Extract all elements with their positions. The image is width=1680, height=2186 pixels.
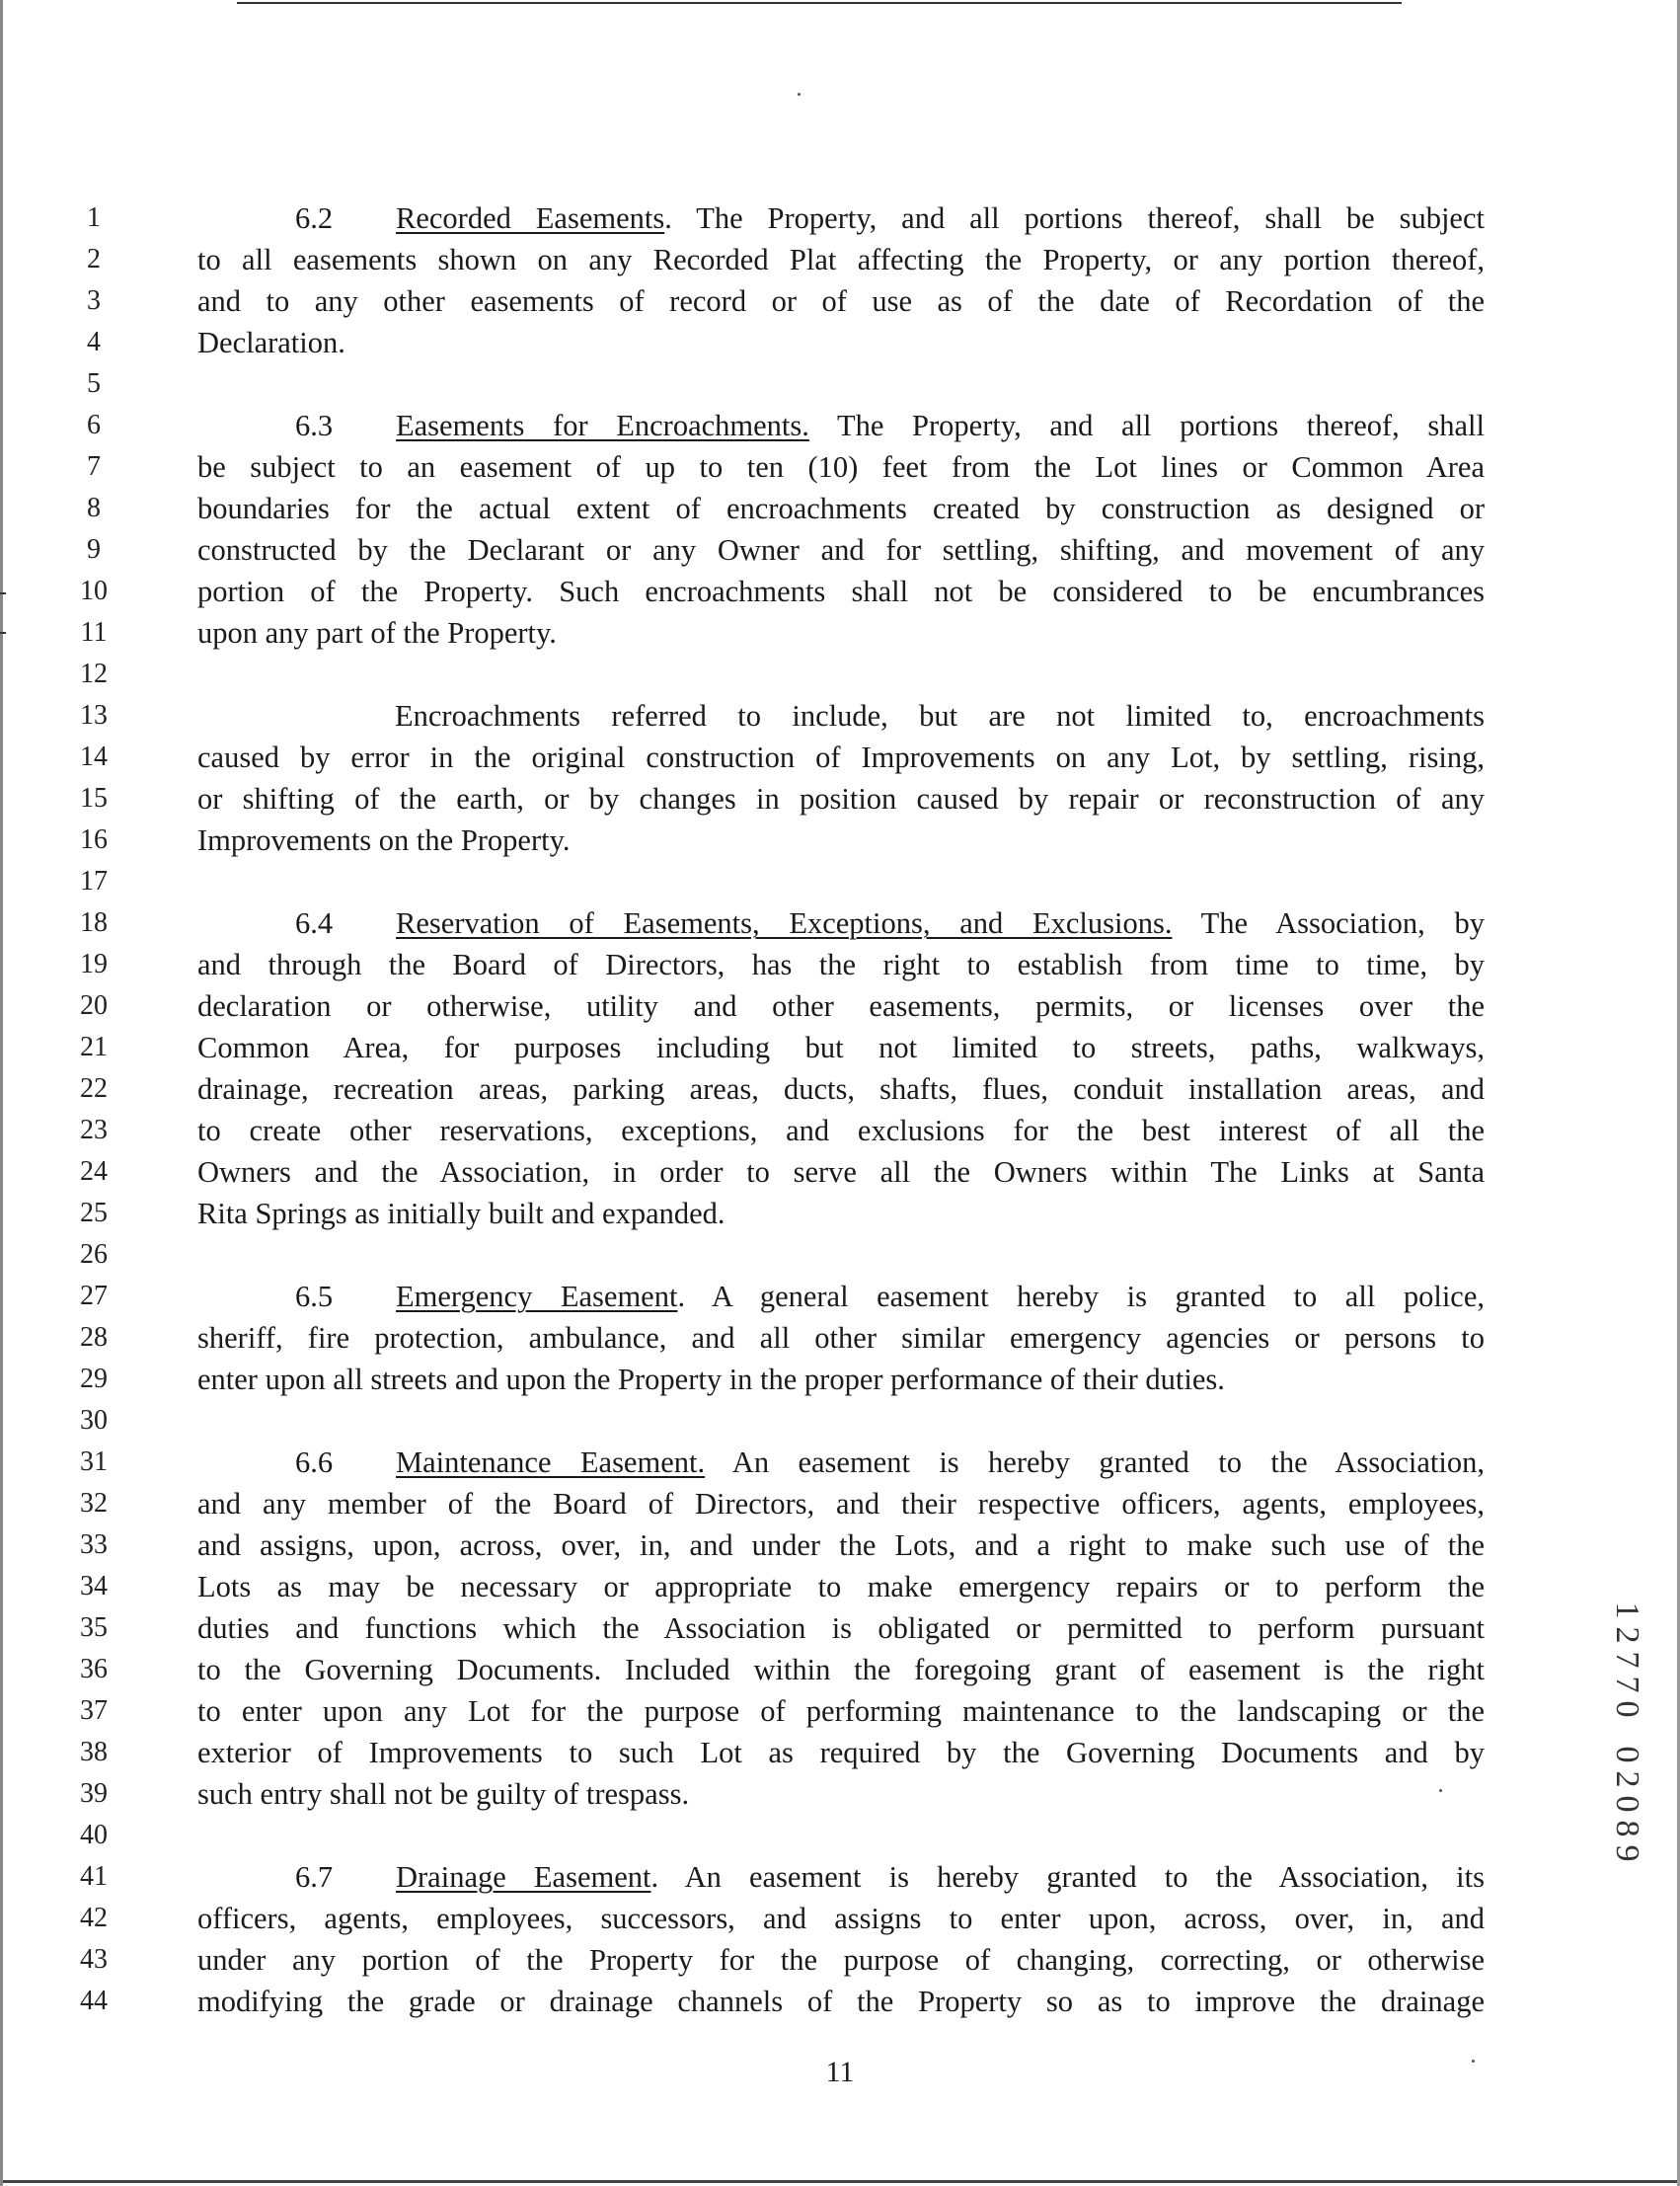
body-line: Rita Springs as initially built and expanded. [197, 1197, 725, 1230]
stamp-digit: 7 [1609, 1676, 1645, 1693]
body-line: portion of the Property. Such encroachments shall not be considered to be encumbrances [197, 575, 1485, 608]
body-line: to enter upon any Lot for the purpose of performing maintenance to the landscaping or the [197, 1694, 1485, 1728]
stamp-digit: 0 [1609, 1700, 1645, 1718]
line-number: 19 [80, 949, 108, 979]
line-number: 42 [80, 1903, 108, 1933]
line-number: 8 [87, 493, 101, 523]
stamp-digit: 8 [1609, 1820, 1645, 1837]
line-number: 14 [80, 742, 108, 772]
body-line: such entry shall not be guilty of trespass. [197, 1777, 690, 1811]
line-number: 7 [87, 451, 101, 482]
body-line: and assigns, upon, across, over, in, and under the Lots, and a right to make such use of the [197, 1528, 1485, 1562]
body-line: upon any part of the Property. [197, 616, 557, 650]
line-number: 32 [80, 1488, 108, 1519]
section-heading: Drainage Easement [396, 1860, 651, 1894]
line-number: 24 [80, 1156, 108, 1187]
line-number: 5 [87, 368, 101, 399]
scan-tick-mark [0, 632, 6, 634]
line-number: 44 [80, 1986, 108, 2016]
line-number: 29 [80, 1364, 108, 1394]
line-number: 20 [80, 990, 108, 1021]
scan-speck [1472, 2060, 1475, 2063]
body-line: duties and functions which the Association is obligated or permitted to perform pursuant [197, 1611, 1485, 1645]
line-number: 1 [87, 202, 101, 233]
line-number: 17 [80, 866, 108, 897]
line-number: 40 [80, 1820, 108, 1850]
line-number: 28 [80, 1322, 108, 1353]
line-number: 37 [80, 1695, 108, 1726]
body-line: and any member of the Board of Directors, and their respective officers, agents, employees, [197, 1487, 1485, 1521]
section-text: . An easement is hereby granted to the Association, its [650, 1860, 1485, 1894]
line-number: 16 [80, 824, 108, 855]
body-line: modifying the grade or drainage channels of the Property so as to improve the drainage [197, 1985, 1485, 2018]
section-heading: Easements for Encroachments. [396, 409, 809, 442]
body-line: exterior of Improvements to such Lot as required by the Governing Documents and by [197, 1736, 1485, 1769]
line-number: 26 [80, 1239, 108, 1270]
stamp-digit: 0 [1609, 1795, 1645, 1813]
section-text: . A general easement hereby is granted to all police, [677, 1280, 1485, 1313]
body-line: officers, agents, employees, successors, and assigns to enter upon, across, over, in, and [197, 1902, 1485, 1935]
section-first-line [295, 902, 1485, 944]
section-first-line [295, 405, 1485, 446]
section-number: 6.6 [295, 1445, 334, 1479]
body-line: sheriff, fire protection, ambulance, and all other similar emergency agencies or persons to [197, 1321, 1485, 1355]
line-number: 11 [80, 617, 108, 648]
section-number: 6.4 [295, 906, 334, 940]
line-number: 27 [80, 1281, 108, 1311]
line-number: 43 [80, 1944, 108, 1975]
section-number: 6.5 [295, 1280, 334, 1313]
body-line: to all easements shown on any Recorded Plat affecting the Property, or any portion thereof, [197, 243, 1485, 276]
body-line: caused by error in the original construction of Improvements on any Lot, by settling, rising, [197, 741, 1485, 774]
section-heading: Recorded Easements [396, 201, 665, 235]
line-number: 41 [80, 1861, 108, 1892]
body-line: constructed by the Declarant or any Owner and for settling, shifting, and movement of any [197, 533, 1485, 567]
stamp-digit: 0 [1609, 1746, 1645, 1763]
body-line: to create other reservations, exceptions, and exclusions for the best interest of all the [197, 1114, 1485, 1147]
stamp-digit: 9 [1609, 1844, 1645, 1862]
section-heading: Maintenance Easement. [396, 1445, 706, 1479]
scan-top-rule [237, 2, 1402, 4]
section-text: An easement is hereby granted to the Association, [705, 1445, 1485, 1479]
line-number: 30 [80, 1405, 108, 1436]
line-number: 4 [87, 327, 101, 357]
line-number: 9 [87, 534, 101, 565]
line-number: 6 [87, 410, 101, 440]
scan-left-edge [0, 0, 3, 2186]
section-first-line [295, 1856, 1485, 1898]
line-number: 15 [80, 783, 108, 814]
stamp-digit: 7 [1609, 1651, 1645, 1669]
scan-tick-mark [0, 592, 6, 594]
line-number: 12 [80, 659, 108, 689]
body-line: Owners and the Association, in order to serve all the Owners within The Links at Santa [197, 1155, 1485, 1189]
line-number: 23 [80, 1115, 108, 1145]
line-number: 35 [80, 1612, 108, 1643]
line-number: 10 [80, 576, 108, 606]
body-line: under any portion of the Property for the purpose of changing, correcting, or otherwise [197, 1943, 1485, 1977]
stamp-digit: 1 [1609, 1601, 1645, 1619]
scan-bottom-rule [0, 2180, 1680, 2183]
line-number: 2 [87, 244, 101, 274]
line-number: 13 [80, 700, 108, 731]
line-number: 3 [87, 285, 101, 316]
body-line: Encroachments referred to include, but are not limited to, encroachments [395, 699, 1485, 733]
line-number: 38 [80, 1737, 108, 1767]
line-number: 31 [80, 1446, 108, 1477]
line-number: 34 [80, 1571, 108, 1601]
body-line: be subject to an easement of up to ten (10) feet from the Lot lines or Common Area [197, 450, 1485, 484]
body-line: and to any other easements of record or of use as of the date of Recordation of the [197, 284, 1485, 318]
section-text: The Property, and all portions thereof, shall [808, 409, 1485, 442]
line-number: 33 [80, 1529, 108, 1560]
scan-speck [798, 93, 801, 96]
line-number: 22 [80, 1073, 108, 1104]
stamp-digit: 2 [1609, 1770, 1645, 1788]
body-line: Improvements on the Property. [197, 823, 571, 857]
body-line: declaration or otherwise, utility and other easements, permits, or licenses over the [197, 989, 1485, 1023]
body-line: enter upon all streets and upon the Property in the proper performance of their duties. [197, 1363, 1225, 1396]
line-number: 21 [80, 1032, 108, 1062]
body-line: boundaries for the actual extent of encroachments created by construction as designed or [197, 492, 1485, 525]
body-line: Common Area, for purposes including but not limited to streets, paths, walkways, [197, 1031, 1485, 1064]
line-number: 25 [80, 1198, 108, 1228]
stamp-digit: 2 [1609, 1626, 1645, 1644]
body-line: Lots as may be necessary or appropriate to make emergency repairs or to perform the [197, 1570, 1485, 1603]
body-line: to the Governing Documents. Included within the foregoing grant of easement is the right [197, 1653, 1485, 1686]
section-first-line [295, 197, 1485, 239]
section-text: . The Property, and all portions thereof, shall be subject [664, 201, 1485, 235]
section-heading: Emergency Easement [396, 1280, 678, 1313]
section-text: The Association, by [1172, 906, 1485, 940]
section-first-line [295, 1276, 1485, 1317]
line-number: 18 [80, 907, 108, 938]
section-number: 6.7 [295, 1860, 334, 1894]
body-line: drainage, recreation areas, parking areas, ducts, shafts, flues, conduit installation areas, and [197, 1072, 1485, 1106]
body-line: and through the Board of Directors, has the right to establish from time to time, by [197, 948, 1485, 981]
section-number: 6.3 [295, 409, 334, 442]
body-line: or shifting of the earth, or by changes in position caused by repair or reconstruction of any [197, 782, 1485, 816]
line-number: 39 [80, 1778, 108, 1809]
section-heading: Reservation of Easements, Exceptions, and Exclusions. [396, 906, 1173, 940]
section-number: 6.2 [295, 201, 334, 235]
page-number: 11 [825, 2056, 855, 2088]
body-line: Declaration. [197, 326, 345, 359]
line-number: 36 [80, 1654, 108, 1684]
section-first-line [295, 1442, 1485, 1483]
